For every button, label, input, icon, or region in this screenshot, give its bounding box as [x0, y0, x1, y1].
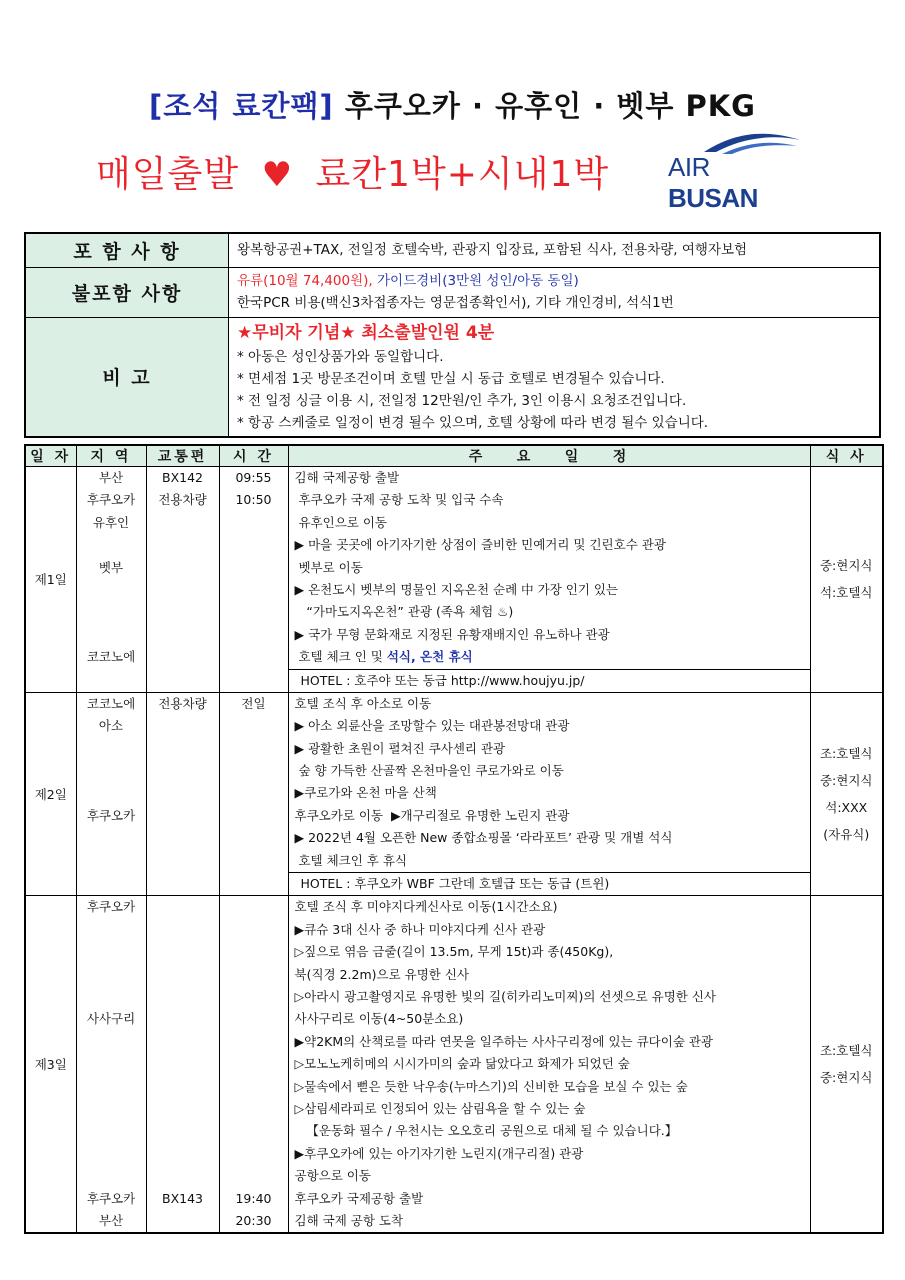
schedule-line: 유후인으로 이동	[294, 514, 387, 530]
schedule-line: 전용차량	[158, 492, 207, 508]
heart-icon: ♥	[261, 155, 294, 195]
schedule-line: 코코노에	[86, 649, 136, 665]
schedule-line: 사사구리로 이동(4~50분소요)	[294, 1011, 464, 1027]
schedule-line	[77, 579, 146, 601]
excluded-guide: 가이드경비(3만원 성인/아동 동일)	[377, 273, 579, 289]
schedule-line	[147, 1120, 219, 1142]
schedule-line: ▷물속에서 뻗은 듯한 낙우송(누마스기)의 신비한 모습을 보실 수 있는 숲	[294, 1078, 688, 1094]
day3-transport	[146, 896, 219, 1233]
meal-item: 조:호텔식	[819, 746, 873, 762]
page-title	[0, 84, 905, 125]
schedule-line: 김해 국제공항 출발	[294, 470, 400, 485]
schedule-line: 유후인	[92, 514, 130, 530]
schedule-line: 부산	[98, 470, 124, 485]
schedule-line: 후쿠오카	[86, 899, 136, 915]
meal-item: 조:호텔식	[819, 1043, 873, 1059]
schedule-line	[220, 1053, 288, 1075]
col-region: 지 역	[76, 445, 146, 467]
schedule-line	[77, 986, 146, 1008]
col-itinerary: 주 요 일 정	[288, 445, 810, 467]
schedule-line	[77, 964, 146, 986]
schedule-line	[77, 624, 146, 646]
schedule-line	[147, 941, 219, 963]
schedule-line: BX143	[162, 1190, 203, 1206]
schedule-line	[147, 1098, 219, 1120]
schedule-line	[220, 1165, 288, 1187]
meal-item: 중:현지식	[819, 558, 873, 574]
meal-item: 석:XXX	[825, 800, 868, 816]
day2-label: 제2일	[25, 692, 76, 896]
excluded-cell	[229, 267, 881, 317]
schedule-line: 후쿠오카	[86, 492, 136, 508]
included-text: 왕복항공권+TAX, 전일정 호텔숙박, 관광지 입장료, 포함된 식사, 전용차량, 여행자보험	[229, 233, 881, 267]
day3-label: 제3일	[25, 896, 76, 1233]
note-line: * 아동은 성인상품가와 동일합니다.	[237, 348, 444, 365]
schedule-line: 벳부	[98, 559, 124, 575]
day3-itinerary	[288, 896, 810, 1233]
schedule-line	[77, 919, 146, 941]
schedule-line	[220, 1008, 288, 1030]
meal-item: 석:호텔식	[819, 585, 873, 601]
schedule-line	[147, 964, 219, 986]
schedule-line: 벳부로 이동	[294, 559, 363, 575]
note-heading: 비 고	[25, 317, 229, 437]
schedule-line	[220, 964, 288, 986]
schedule-line: 19:40	[235, 1190, 272, 1206]
schedule-line: 호텔 체크 인 및 석식, 온천 휴식	[294, 649, 473, 665]
schedule-line: ▶약2KM의 산책로를 따라 연못을 일주하는 사사구리정에 있는 큐다이숲 관광	[294, 1033, 714, 1049]
schedule-line: 후쿠오카	[86, 807, 136, 823]
schedule-line	[77, 760, 146, 782]
day1-meals	[810, 467, 883, 693]
schedule-line: 호텔 조식 후 미야지다케신사로 이동(1시간소요)	[294, 899, 558, 915]
schedule-line	[77, 1031, 146, 1053]
col-meal: 식 사	[810, 445, 883, 467]
schedule-line: ▶ 광활한 초원이 펼쳐진 쿠사센리 관광	[294, 740, 506, 756]
day2-time	[219, 692, 288, 896]
col-transport: 교통편	[146, 445, 219, 467]
schedule-line: ▶ 마을 곳곳에 아기자기한 상점이 즐비한 민예거리 및 긴린호수 관광	[294, 537, 666, 553]
day3-regions	[76, 896, 146, 1233]
day1-hotel: HOTEL : 호주야 또는 동급 http://www.houjyu.jp/	[289, 669, 810, 692]
note-highlight: ★무비자 기념★ 최소출발인원 4분	[237, 322, 495, 343]
note-cell	[229, 317, 881, 437]
logo-text: AIR BUSAN	[668, 152, 758, 213]
excluded-line2: 한국PCR 비용(백신3차접종자는 영문접종확인서), 기타 개인경비, 석식1번	[237, 295, 674, 311]
day2-itinerary	[288, 692, 810, 896]
schedule-line	[77, 1053, 146, 1075]
schedule-line	[220, 986, 288, 1008]
schedule-line: 전일	[241, 695, 266, 711]
note-line: * 면세점 1곳 방문조건이며 호텔 만실 시 동급 호텔로 변경될수 있습니다.	[237, 370, 665, 387]
schedule-line	[77, 738, 146, 760]
schedule-line	[147, 919, 219, 941]
meal-item: (자유식)	[823, 827, 870, 843]
schedule-line	[77, 1143, 146, 1165]
schedule-line	[220, 941, 288, 963]
day2-meals	[810, 692, 883, 896]
schedule-line: ▷아라시 광고촬영지로 유명한 빛의 길(히카리노미찌)의 선셋으로 유명한 신사	[294, 988, 717, 1004]
schedule-line	[77, 534, 146, 556]
schedule-line	[147, 1165, 219, 1187]
schedule-line: 전용차량	[158, 695, 207, 711]
schedule-line	[77, 1098, 146, 1120]
day1-itinerary	[288, 467, 810, 693]
schedule-line	[220, 1076, 288, 1098]
schedule-line: ▷짚으로 엮음 금줄(길이 13.5m, 무게 15t)과 종(450Kg),	[294, 944, 614, 960]
schedule-line: 부산	[98, 1212, 124, 1228]
subtitle-stay: 료칸1박+시내1박	[315, 154, 610, 195]
schedule-line	[77, 1076, 146, 1098]
schedule-line	[77, 782, 146, 804]
title-bracket: [조석 료칸팩]	[149, 89, 334, 123]
schedule-line: 후쿠오카로 이동 ▶개구리절로 유명한 노린지 관광	[294, 807, 570, 823]
day2-row	[25, 692, 883, 896]
schedule-line	[147, 986, 219, 1008]
schedule-line	[77, 601, 146, 623]
day1-row	[25, 467, 883, 693]
schedule-line: ▶후쿠오카에 있는 아기자기한 노린지(개구리절) 관광	[294, 1145, 584, 1161]
schedule-line: 【운동화 필수 / 우천시는 오오호리 공원으로 대체 될 수 있습니다.】	[294, 1123, 678, 1139]
schedule-line: 20:30	[235, 1212, 272, 1228]
day1-regions	[76, 467, 146, 693]
schedule-line: 아소	[98, 718, 124, 734]
schedule-line	[77, 941, 146, 963]
included-heading: 포 함 사 항	[25, 233, 229, 267]
schedule-line	[220, 1143, 288, 1165]
schedule-line: BX142	[162, 470, 203, 485]
schedule-line: 후쿠오카 국제 공항 도착 및 입국 수속	[294, 492, 504, 508]
excluded-heading: 불포함 사항	[25, 267, 229, 317]
schedule-line: 호텔 조식 후 아소로 이동	[294, 695, 432, 711]
day3-meals	[810, 896, 883, 1233]
air-busan-logo	[662, 130, 802, 213]
meal-item: 중:현지식	[819, 773, 873, 789]
info-table	[24, 232, 881, 438]
schedule-line: ▶큐슈 3대 신사 중 하나 미야지다케 신사 관광	[294, 921, 546, 937]
schedule-line	[220, 1120, 288, 1142]
note-line: * 항공 스케줄로 일정이 변경 될수 있으며, 호텔 상황에 따라 변경 될수 있습니다.	[237, 414, 709, 431]
schedule-line	[77, 1165, 146, 1187]
day2-transport	[146, 692, 219, 896]
subtitle	[96, 146, 609, 197]
schedule-line	[220, 1031, 288, 1053]
schedule-line	[147, 1008, 219, 1030]
subtitle-daily: 매일출발	[96, 154, 240, 195]
schedule-line	[147, 1076, 219, 1098]
schedule-line: ▶ 아소 외륜산을 조망할수 있는 대관봉전망대 관광	[294, 718, 570, 734]
col-time: 시 간	[219, 445, 288, 467]
schedule-line: 후쿠오카 국제공항 출발	[294, 1190, 424, 1206]
schedule-line: ▷모노노케히메의 시시가미의 숲과 닮았다고 화제가 되었던 숲	[294, 1056, 630, 1072]
day1-times	[219, 467, 288, 693]
schedule-table	[24, 444, 884, 1234]
schedule-line: 김해 국제 공항 도착	[294, 1212, 404, 1228]
schedule-line: ▶ 온천도시 벳부의 명물인 지옥온천 순례 中 가장 인기 있는	[294, 581, 619, 597]
schedule-line	[147, 1143, 219, 1165]
schedule-line: 호텔 체크인 후 휴식	[294, 852, 407, 868]
schedule-line: ▶ 2022년 4월 오픈한 New 종합쇼핑몰 ‘라라포트’ 관광 및 개별 석식	[294, 830, 673, 846]
schedule-line: 후쿠오카	[86, 1190, 136, 1206]
schedule-line: ▶ 국가 무형 문화재로 지정된 유황재배지인 유노하나 관광	[294, 626, 610, 642]
note-line: * 전 일정 싱글 이용 시, 전일정 12만원/인 추가, 3인 이용시 요청조건입니다.	[237, 392, 687, 409]
schedule-line: 북(직경 2.2m)으로 유명한 신사	[294, 966, 469, 982]
day1-transport	[146, 467, 219, 693]
schedule-line: 09:55	[235, 470, 272, 485]
schedule-line: 사사구리	[86, 1011, 136, 1027]
col-day: 일 자	[25, 445, 76, 467]
schedule-line: ▷삼림세라피로 인정되어 있는 삼림욕을 할 수 있는 숲	[294, 1100, 586, 1116]
schedule-line	[147, 1053, 219, 1075]
day1-label: 제1일	[25, 467, 76, 693]
schedule-line	[147, 1031, 219, 1053]
schedule-line: “가마도지옥온천” 관광 (족욕 체험 ♨)	[294, 604, 514, 620]
schedule-line: ▶쿠로가와 온천 마을 산책	[294, 785, 437, 801]
schedule-line: 코코노에	[86, 695, 136, 711]
day2-regions	[76, 692, 146, 896]
schedule-line: 10:50	[235, 492, 272, 508]
schedule-line	[77, 1120, 146, 1142]
day2-hotel: HOTEL : 후쿠오카 WBF 그란데 호텔급 또는 동급 (트윈)	[289, 872, 810, 895]
excluded-fuel: 유류(10월 74,400원),	[237, 273, 373, 289]
meal-item: 중:현지식	[819, 1070, 873, 1086]
schedule-line	[220, 919, 288, 941]
schedule-line	[220, 1098, 288, 1120]
day3-row	[25, 896, 883, 1233]
title-text: 후쿠오카 · 유후인 · 벳부 PKG	[344, 89, 756, 123]
schedule-line: 숲 향 가득한 산골짝 온천마을인 쿠로가와로 이동	[294, 763, 564, 779]
schedule-line	[147, 896, 219, 918]
schedule-line: 공항으로 이동	[294, 1168, 371, 1184]
day3-times	[219, 896, 288, 1233]
schedule-line	[220, 896, 288, 918]
